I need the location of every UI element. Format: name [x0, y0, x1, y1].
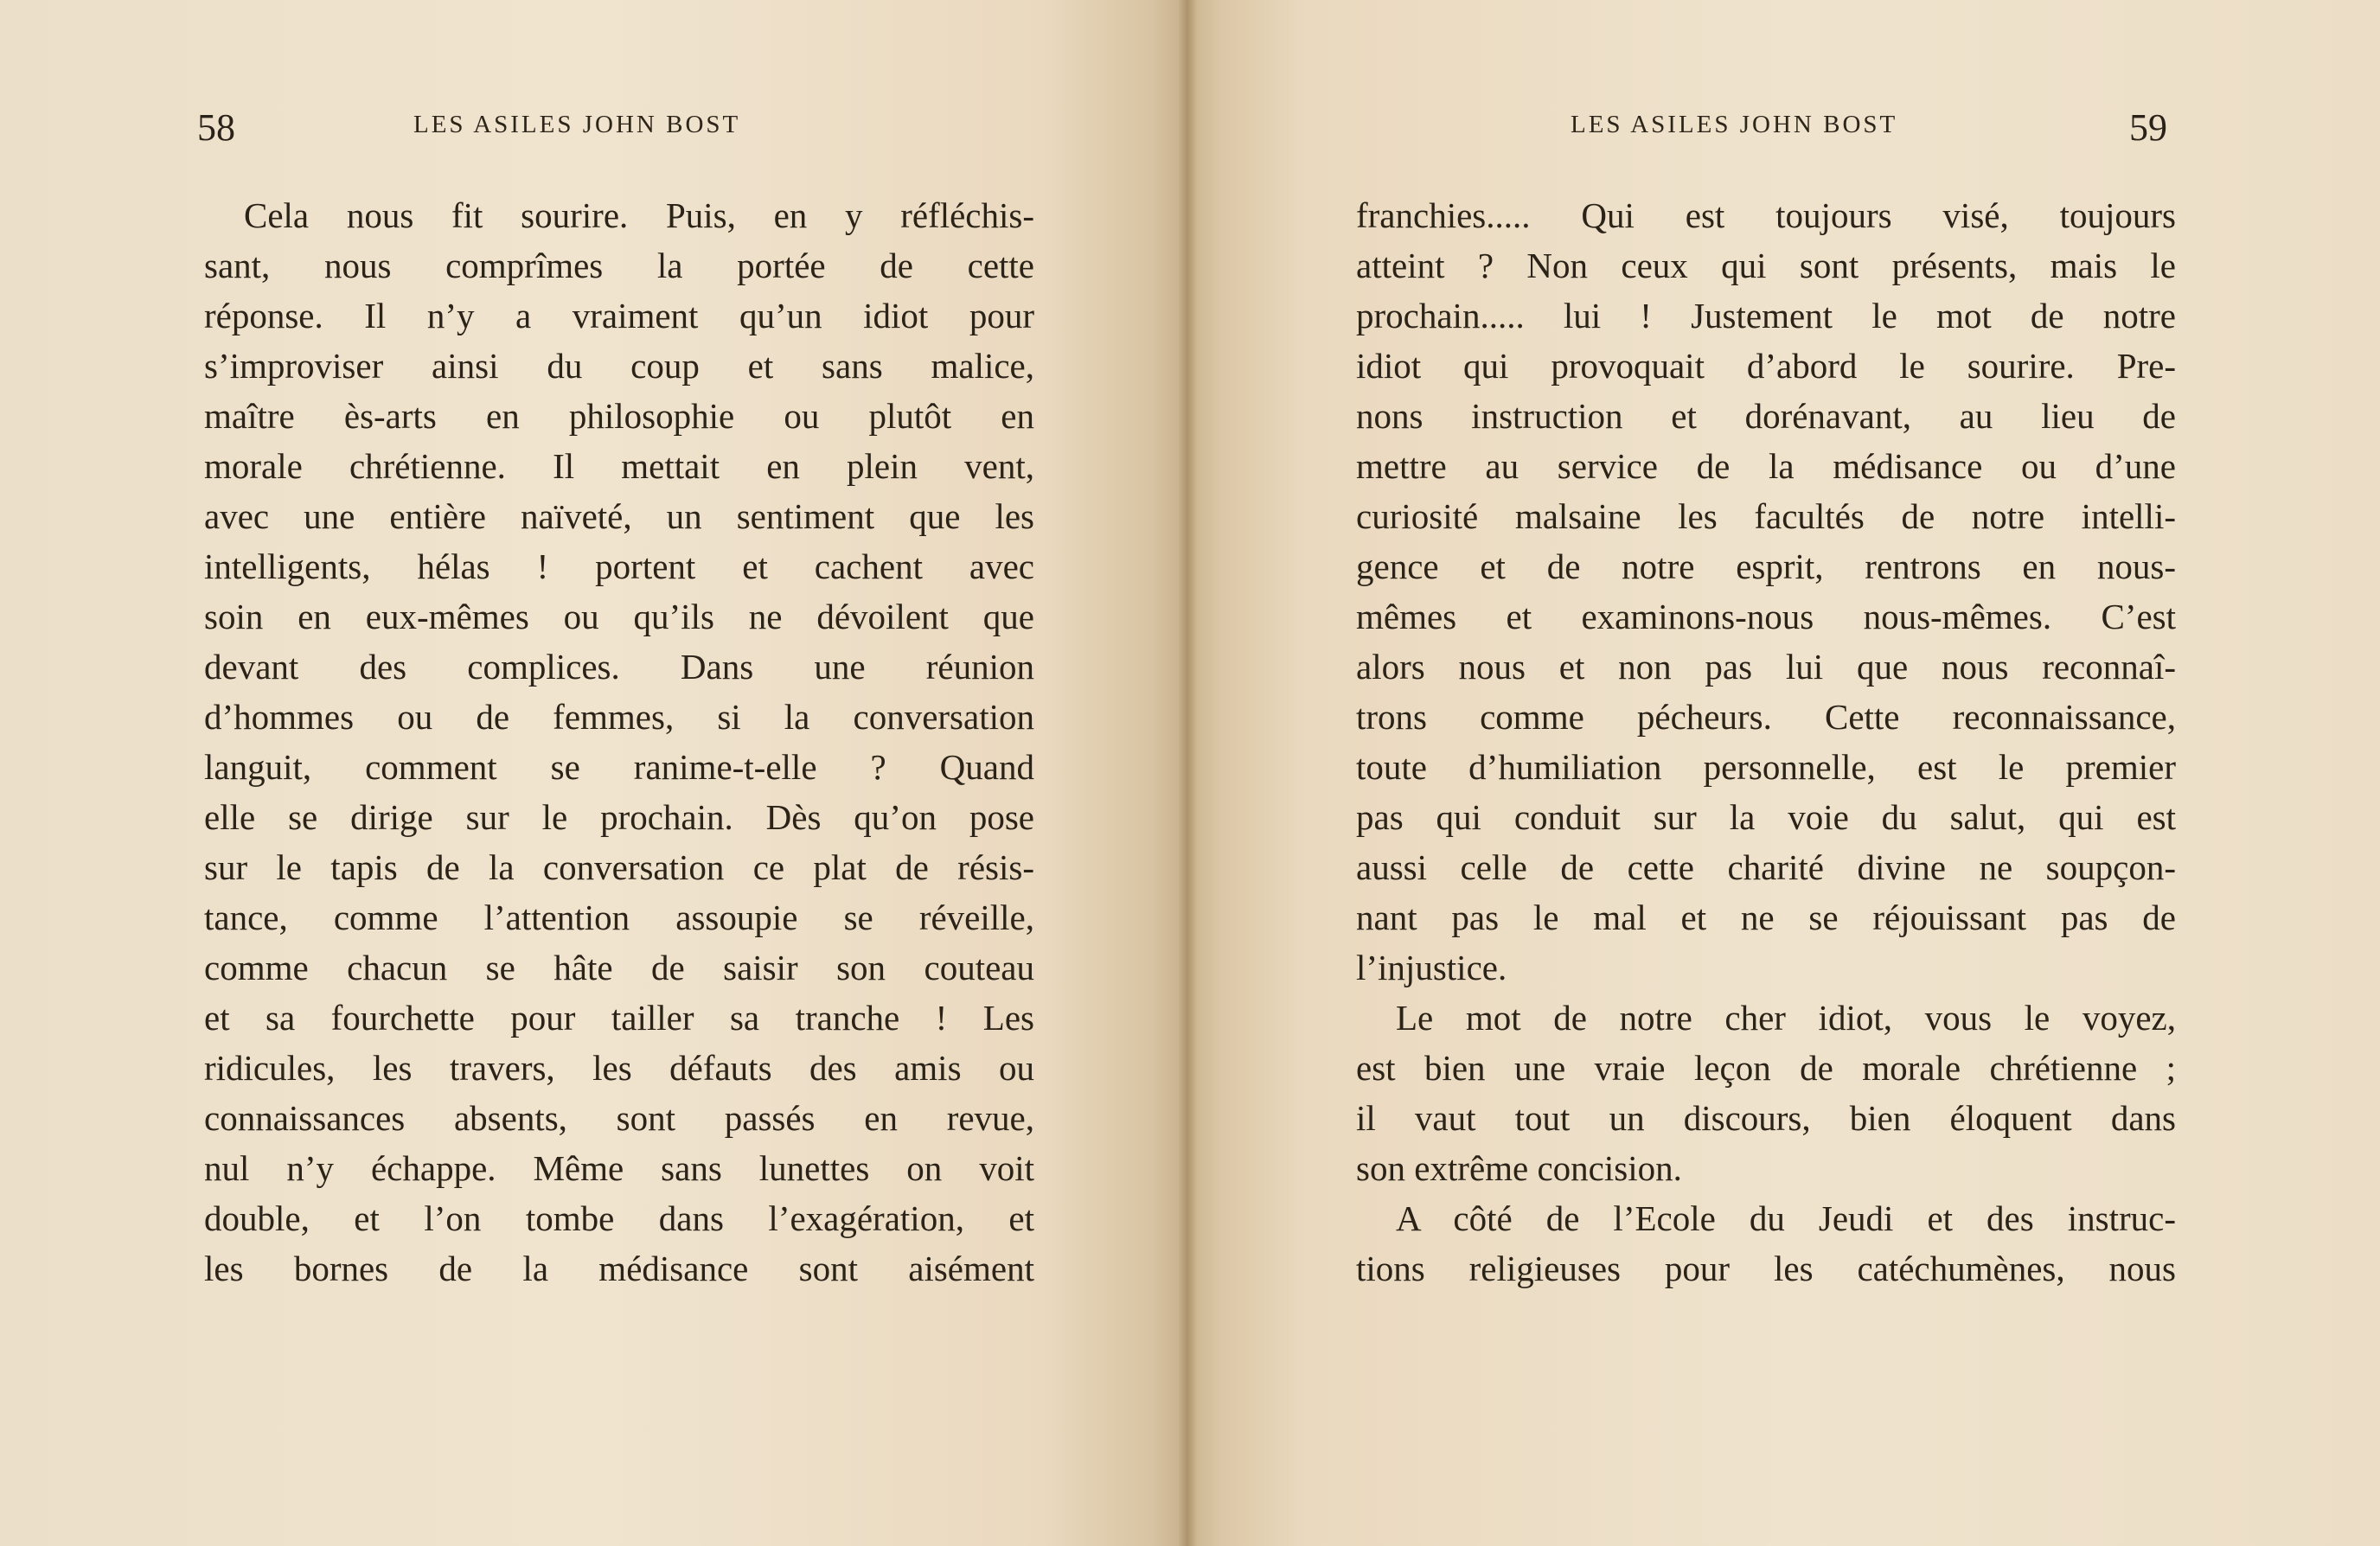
text-line: double, et l’on tombe dans l’exagération, et [204, 1198, 1034, 1238]
text-line: réponse. Il n’y a vraiment qu’un idiot pour [204, 296, 1034, 335]
text-line: intelligents, hélas ! portent et cachent avec [204, 546, 1034, 586]
book-gutter [1178, 0, 1197, 1546]
text-line: gence et de notre esprit, rentrons en nous- [1356, 546, 2176, 586]
text-line: devant des complices. Dans une réunion [204, 647, 1034, 687]
text-line: les bornes de la médisance sont aisément [204, 1249, 1034, 1288]
text-line: avec une entière naïveté, un sentiment que les [204, 496, 1034, 536]
text-line: languit, comment se ranime-t-elle ? Quand [204, 747, 1034, 787]
text-line: son extrême concision. [1356, 1148, 1682, 1188]
text-line: elle se dirige sur le prochain. Dès qu’on pose [204, 797, 1034, 837]
text-line: nant pas le mal et ne se réjouissant pas de [1356, 898, 2176, 937]
text-line: franchies..... Qui est toujours visé, toujours [1356, 195, 2176, 235]
text-line: mêmes et examinons-nous nous-mêmes. C’est [1356, 597, 2176, 636]
text-line: Le mot de notre cher idiot, vous le voyez, [1396, 998, 2176, 1038]
text-line: nul n’y échappe. Même sans lunettes on voit [204, 1148, 1034, 1188]
text-line: soin en eux-mêmes ou qu’ils ne dévoilent que [204, 597, 1034, 636]
text-line: aussi celle de cette charité divine ne soupçon- [1356, 847, 2176, 887]
right-running-head: LES ASILES JOHN BOST [1571, 111, 1898, 138]
text-line: l’injustice. [1356, 948, 1507, 987]
right-page-body [1356, 190, 2176, 1294]
right-page-number: 59 [2129, 106, 2167, 149]
left-page-body [204, 190, 1034, 1294]
text-line: A côté de l’Ecole du Jeudi et des instruc- [1396, 1198, 2176, 1238]
text-line: sur le tapis de la conversation ce plat de résis- [204, 847, 1034, 887]
text-line: alors nous et non pas lui que nous reconnaî- [1356, 647, 2176, 687]
text-line: est bien une vraie leçon de morale chrétienne ; [1356, 1048, 2176, 1088]
text-line: curiosité malsaine les facultés de notre intelli- [1356, 496, 2176, 536]
text-line: comme chacun se hâte de saisir son couteau [204, 948, 1034, 987]
text-line: prochain..... lui ! Justement le mot de notre [1356, 296, 2176, 335]
text-line: Cela nous fit sourire. Puis, en y réfléchis- [244, 195, 1034, 235]
left-page-number: 58 [197, 106, 235, 149]
text-line: toute d’humiliation personnelle, est le premier [1356, 747, 2176, 787]
text-line: maître ès-arts en philosophie ou plutôt en [204, 396, 1034, 436]
left-running-head: LES ASILES JOHN BOST [413, 111, 741, 138]
text-line: nons instruction et dorénavant, au lieu de [1356, 396, 2176, 436]
right-page [1187, 0, 2380, 1546]
text-line: pas qui conduit sur la voie du salut, qui est [1356, 797, 2176, 837]
text-line: tance, comme l’attention assoupie se réveille, [204, 898, 1034, 937]
text-line: trons comme pécheurs. Cette reconnaissance, [1356, 697, 2176, 737]
text-line: sant, nous comprîmes la portée de cette [204, 246, 1034, 285]
text-line: d’hommes ou de femmes, si la conversation [204, 697, 1034, 737]
text-line: morale chrétienne. Il mettait en plein vent, [204, 446, 1034, 486]
text-line: il vaut tout un discours, bien éloquent dans [1356, 1098, 2176, 1138]
text-line: tions religieuses pour les catéchumènes, nous [1356, 1249, 2176, 1288]
text-line: ridicules, les travers, les défauts des amis ou [204, 1048, 1034, 1088]
left-page [0, 0, 1187, 1546]
text-line: atteint ? Non ceux qui sont présents, mais le [1356, 246, 2176, 285]
text-line: s’improviser ainsi du coup et sans malice, [204, 346, 1034, 386]
text-line: et sa fourchette pour tailler sa tranche ! Les [204, 998, 1034, 1038]
text-line: connaissances absents, sont passés en revue, [204, 1098, 1034, 1138]
text-line: idiot qui provoquait d’abord le sourire. Pre- [1356, 346, 2176, 386]
text-line: mettre au service de la médisance ou d’une [1356, 446, 2176, 486]
